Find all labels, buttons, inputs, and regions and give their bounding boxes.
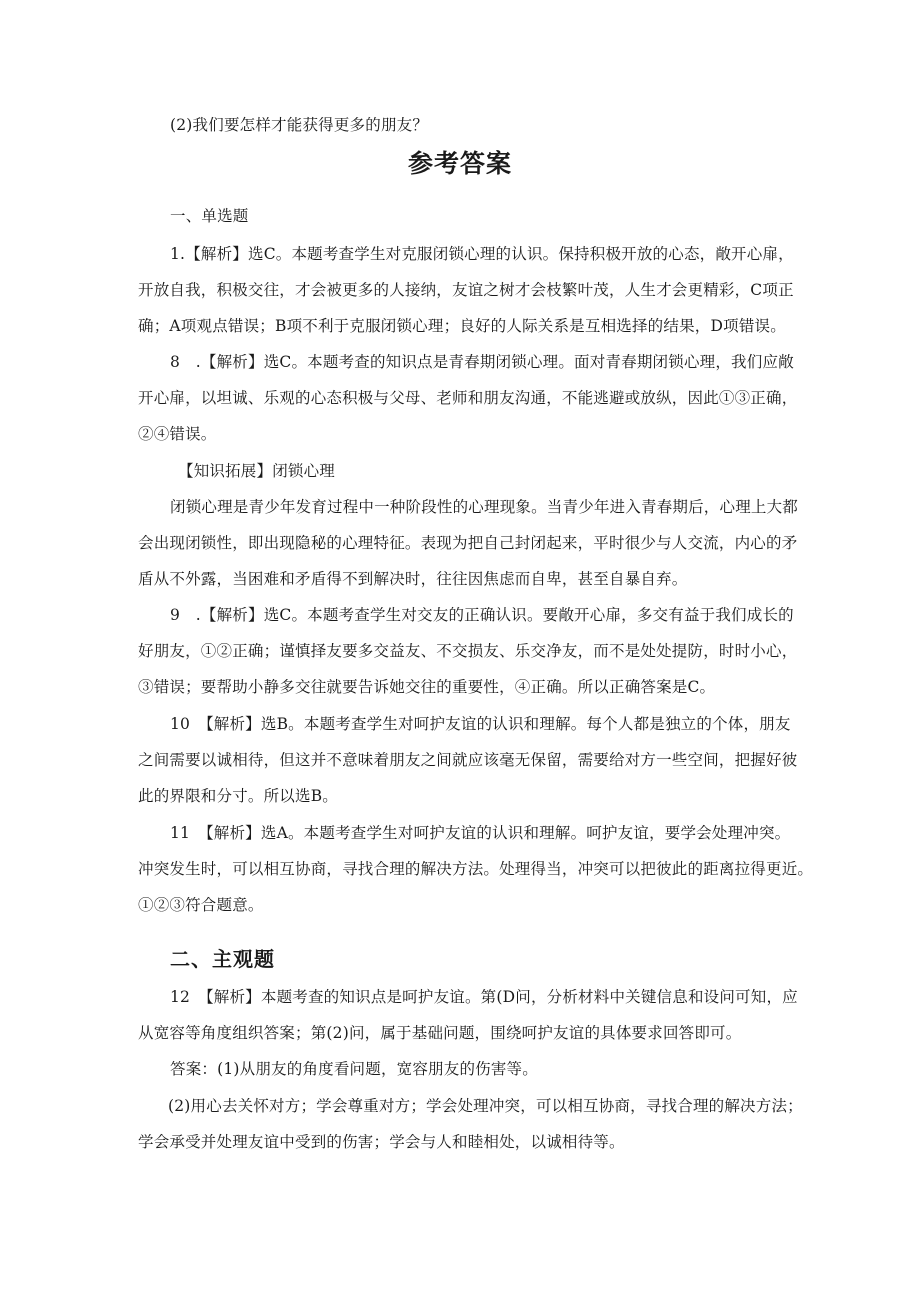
q9-line-2: 好朋友，①②正确；谨慎择友要多交益友、不交损友、乐交净友，而不是处处提防，时时小心， bbox=[138, 642, 798, 660]
q1-line-3: 确；A项观点错误；B项不利于克服闭锁心理；良好的人际关系是互相选择的结果，D项错误。 bbox=[138, 317, 786, 335]
extension-line-1: 闭锁心理是青少年发育过程中一种阶段性的心理现象。当青少年进入青春期后，心理上大都 bbox=[170, 498, 799, 516]
q12-line-2: 从宽容等角度组织答案；第(2)问，属于基础问题，围绕呵护友谊的具体要求回答即可。 bbox=[138, 1024, 742, 1042]
question-2-prompt: (2)我们要怎样才能获得更多的朋友？ bbox=[170, 116, 429, 134]
extension-line-3: 盾从不外露，当困难和矛盾得不到解决时，往往因焦虑而自卑，甚至自暴自弃。 bbox=[138, 570, 688, 588]
q8-line-1: 8 .【解析】选C。本题考查的知识点是青春期闭锁心理。面对青春期闭锁心理，我们应敞 bbox=[170, 353, 794, 371]
section-heading-single-choice: 一、单选题 bbox=[170, 207, 249, 225]
q12-answer-2-line-2: 学会承受并处理友谊中受到的伤害；学会与人和睦相处，以诚相待等。 bbox=[138, 1133, 625, 1151]
q12-answer-1: 答案：(1)从朋友的角度看问题，宽容朋友的伤害等。 bbox=[170, 1060, 538, 1078]
q1-line-2: 开放自我，积极交往，才会被更多的人接纳，友谊之树才会枝繁叶茂，人生才会更精彩，C项正 bbox=[138, 281, 794, 299]
q11-line-1: 11 【解析】选A。本题考查学生对呵护友谊的认识和理解。呵护友谊，要学会处理冲突。 bbox=[170, 824, 791, 842]
q10-line-1: 10 【解析】选B。本题考查学生对呵护友谊的认识和理解。每个人都是独立的个体，朋友 bbox=[170, 715, 791, 733]
q9-line-1: 9 .【解析】选C。本题考查学生对交友的正确认识。要敞开心扉，多交有益于我们成长的 bbox=[170, 606, 794, 624]
q9-line-3: ③错误；要帮助小静多交往就要告诉她交往的重要性，④正确。所以正确答案是C。 bbox=[138, 678, 716, 696]
q8-line-2: 开心扉，以坦诚、乐观的心态积极与父母、老师和朋友沟通，不能逃避或放纵，因此①③正确， bbox=[138, 389, 798, 407]
q12-answer-2-line-1: (2)用心去关怀对方；学会尊重对方；学会处理冲突，可以相互协商，寻找合理的解决方法； bbox=[168, 1097, 803, 1115]
extension-line-2: 会出现闭锁性，即出现隐秘的心理特征。表现为把自己封闭起来，平时很少与人交流，内心的矛 bbox=[138, 534, 798, 552]
q12-line-1: 12 【解析】本题考查的知识点是呵护友谊。第(D问，分析材料中关键信息和设问可知，应 bbox=[170, 988, 798, 1006]
q11-line-3: ①②③符合题意。 bbox=[138, 896, 264, 914]
extension-heading: 【知识拓展】闭锁心理 bbox=[178, 462, 336, 480]
q8-line-3: ②④错误。 bbox=[138, 425, 217, 443]
q10-line-2: 之间需要以诚相待，但这并不意味着朋友之间就应该毫无保留，需要给对方一些空间，把握好彼 bbox=[138, 751, 798, 769]
section-heading-subjective: 二、主观题 bbox=[170, 947, 275, 971]
page-title: 参考答案 bbox=[407, 149, 512, 178]
q10-line-3: 此的界限和分寸。所以选B。 bbox=[138, 787, 338, 805]
q1-line-1: 1.【解析】选C。本题考查学生对克服闭锁心理的认识。保持积极开放的心态，敞开心扉， bbox=[170, 245, 794, 263]
q11-line-2: 冲突发生时，可以相互协商，寻找合理的解决方法。处理得当，冲突可以把彼此的距离拉得更近。 bbox=[138, 860, 814, 878]
